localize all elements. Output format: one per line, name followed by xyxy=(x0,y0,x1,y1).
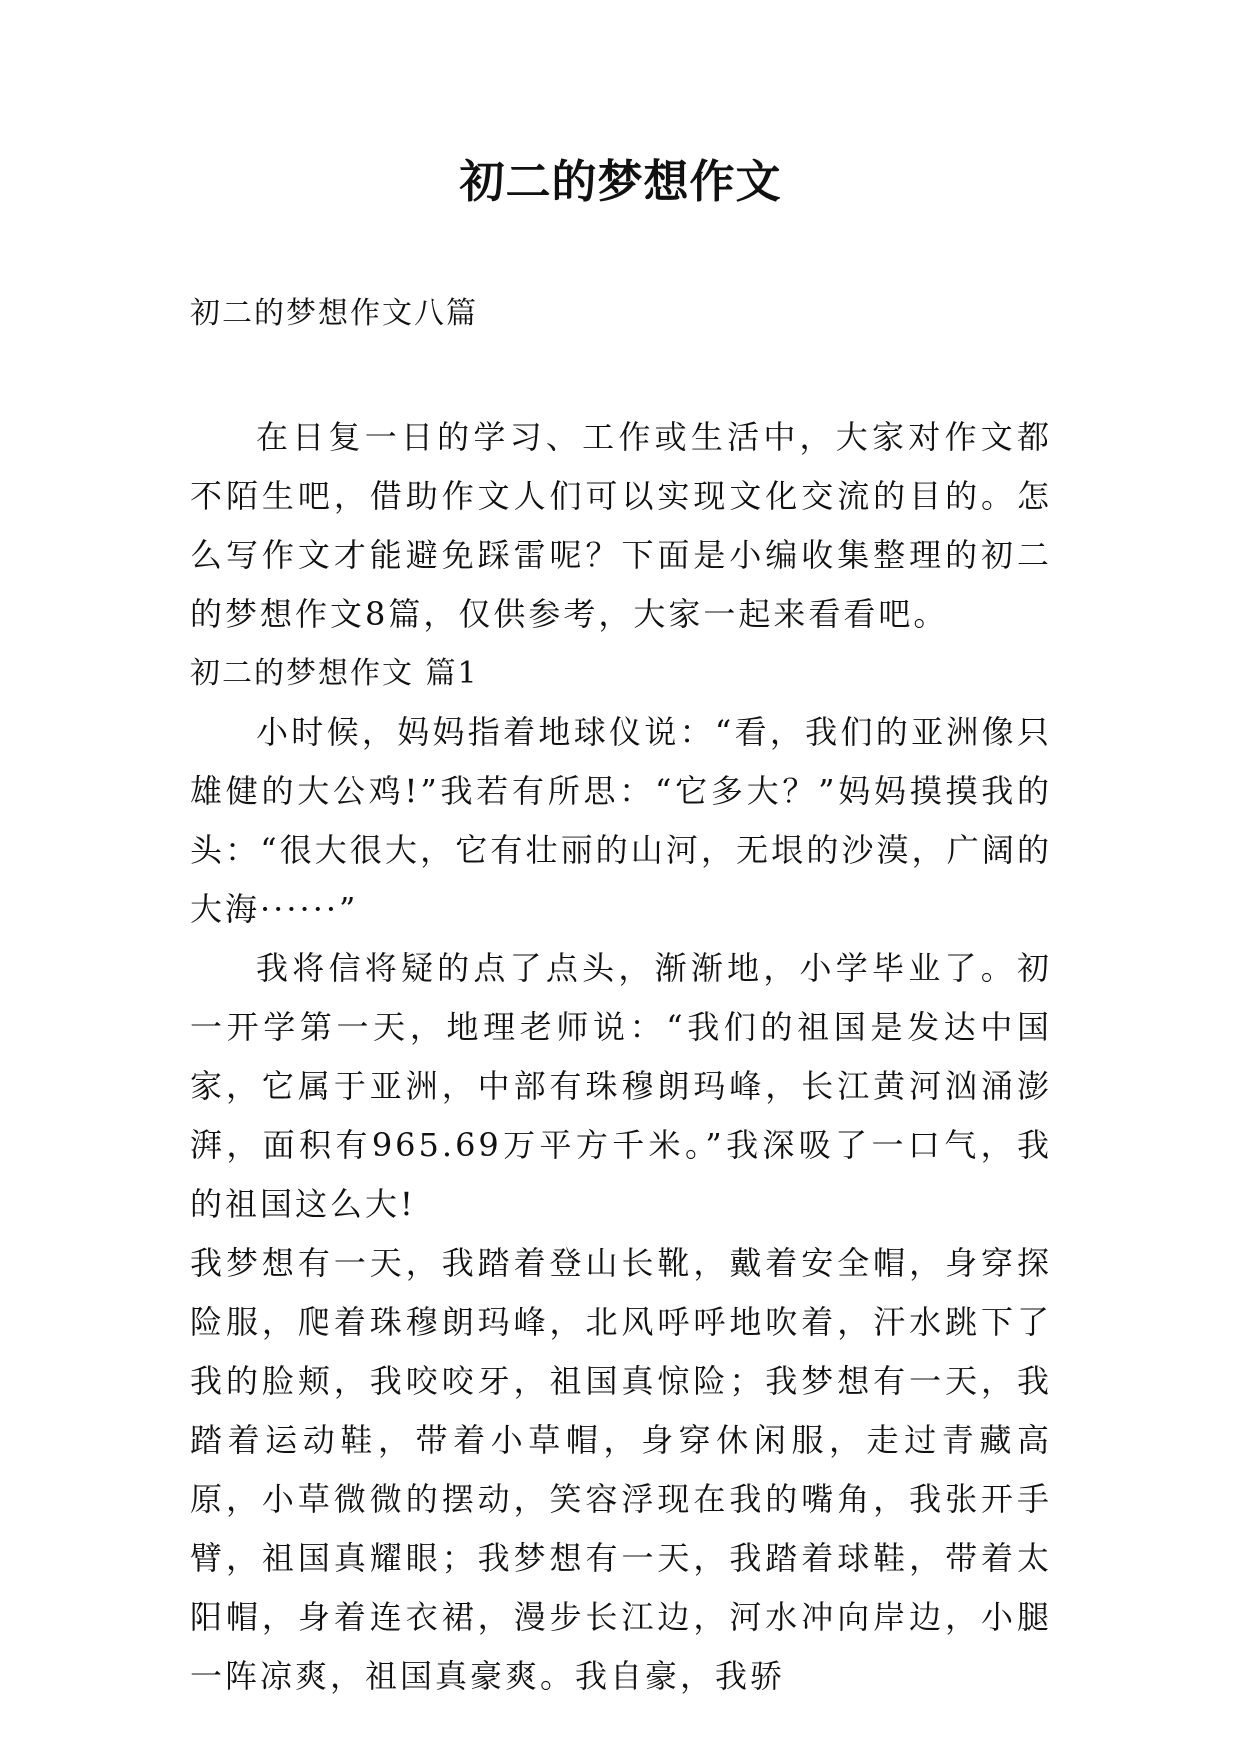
body-paragraph-1: 小时候，妈妈指着地球仪说：“看，我们的亚洲像只雄健的大公鸡!”我若有所思：“它多大？”妈妈摸摸我的头：“很大很大，它有壮丽的山河，无垠的沙漠，广阔的大海······” xyxy=(190,713,1052,928)
section-heading: 初二的梦想作文 篇1 xyxy=(190,656,479,691)
intro-paragraph: 在日复一日的学习、工作或生活中，大家对作文都不陌生吧，借助作文人们可以实现文化交流的目的。怎么写作文才能避免踩雷呢？下面是小编收集整理的初二的梦想作文8篇，仅供参考，大家一起来看看吧。 xyxy=(190,418,1052,633)
document-subtitle: 初二的梦想作文八篇 xyxy=(190,296,478,331)
document-title: 初二的梦想作文 xyxy=(459,155,782,208)
document-body xyxy=(190,408,1052,1706)
body-paragraph-3: 我梦想有一天，我踏着登山长靴，戴着安全帽，身穿探险服，爬着珠穆朗玛峰，北风呼呼地吹着，汗水跳下了我的脸颊，我咬咬牙，祖国真惊险；我梦想有一天，我踏着运动鞋，带着小草帽，身穿休闲服，走过青藏高原，小草微微的摆动，笑容浮现在我的嘴角，我张开手臂，祖国真耀眼；我梦想有一天，我踏着球鞋，带着太阳帽，身着连衣裙，漫步长江边，河水冲向岸边，小腿一阵凉爽，祖国真豪爽。我自豪，我骄 xyxy=(190,1244,1052,1695)
body-paragraph-2: 我将信将疑的点了点头，渐渐地，小学毕业了。初一开学第一天，地理老师说：“我们的祖国是发达中国家，它属于亚洲，中部有珠穆朗玛峰，长江黄河汹涌澎湃，面积有965.69万平方千米。”我深吸了一口气，我的祖国这么大! xyxy=(190,949,1052,1223)
